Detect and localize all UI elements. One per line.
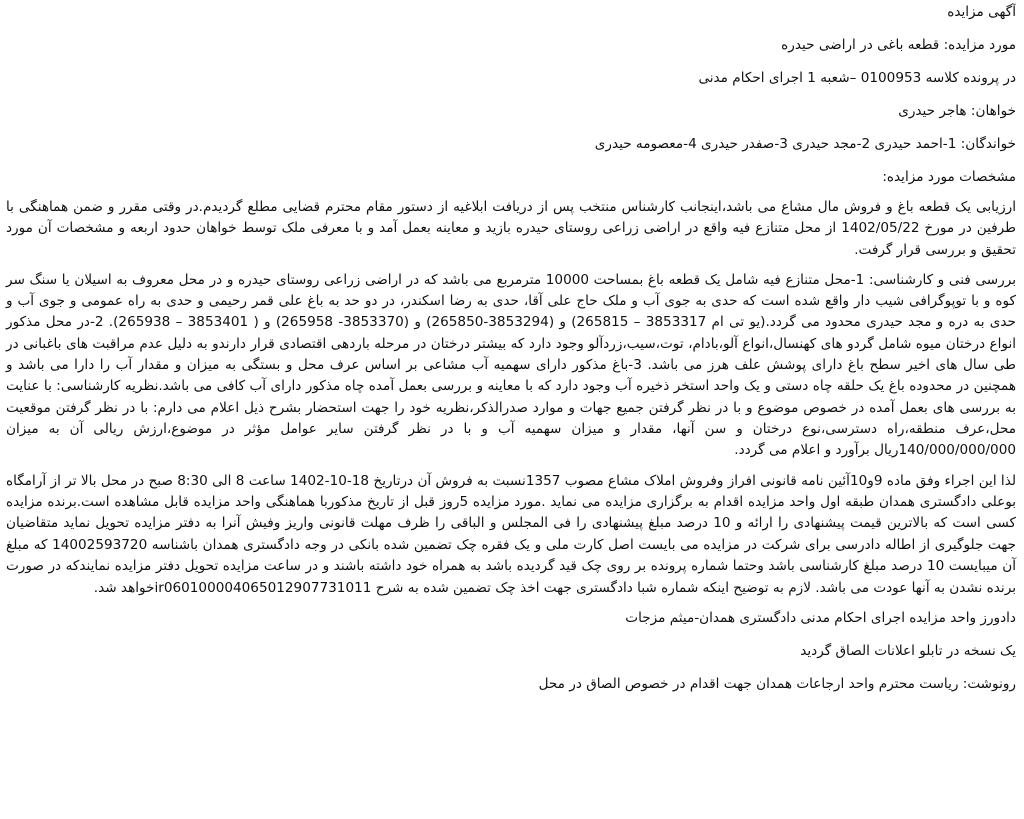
plaintiff: خواهان: هاجر حیدری <box>898 103 1016 119</box>
auction-terms-paragraph: لذا این اجراء وفق ماده 9و10آئین نامه قانونی افراز وفروش املاک مشاع مصوب 1357نسبت به فروش آن درتاریخ 18-10-1402 ساعت 8 الی 8:30 صبح در محل بالا تر از آرامگاه بوعلی دادگستری همدان طبقه اول واحد مزایده اقدام به برگزاری مزایده می نماید .مورد مزایده 5روز قبل از تاریخ مذکوربا هماهنگی واحد مزایده قابل مشاهده است.برنده مزایده کسی است که بالاترین قیمت پیشنهادی را ارائه و 10 درصد مبلغ پیشنهادی را فی المجلس و الباقی را ظرف مهلت قانونی واریز وفیش آنرا به دفتر مزایده تحویل نماید متقاضیان جهت جلوگیری از اطاله دادرسی برای شرکت در مزایده می بایست اصل کارت ملی و یک فقره چک تضمین شده بانکی در وجه دادگستری همدان باشناسه 14002593720 که مبلغ آن میبایست 10 درصد مبلغ کارشناسی باشد وحتما شماره پرونده بر روی چک قید گردیده باشد به همراه خود داشته باشند و در ساعت مزایده تحویل دفتر مزایده نمایندکه در صورت برنده نشدن به آنها عودت می باشد. لازم به توضیح اینکه شماره شبا دادگستری جهت اخذ چک تضمین شده به شرح ir060100004065012907731011خواهد شد. <box>6 472 1016 596</box>
signature: دادورز واحد مزایده اجرای احکام مدنی دادگستری همدان-میثم مزجات <box>625 610 1016 626</box>
appraisal-paragraph: ارزیابی یک قطعه باغ و فروش مال مشاع می باشد،اینجانب کارشناس منتخب پس از دریافت ابلاغیه از دستور مقام محترم قضایی مطلع گردیدم.در وقتی مقرر و ضمن هماهنگی با طرفین در مورخ 1402/05/22 از محل متنازع فیه واقع در اراضی زراعی روستای حیدره بازید و معاینه بعمل آمد و با معرفی ملک توسط خواهان حدود اربعه و مشخصات آن مورد تحقیق و بررسی قرار گرفت. <box>6 199 1016 258</box>
copy-note: یک نسخه در تابلو اعلانات الصاق گردید <box>800 643 1016 659</box>
defendants: خواندگان: 1-احمد حیدری 2-مجد حیدری 3-صفدر حیدری 4-معصومه حیدری <box>594 136 1016 152</box>
technical-review-paragraph: بررسی فنی و کارشناسی: 1-محل متنازع فیه شامل یک قطعه باغ بمساحت 10000 مترمربع می باشد که در اراضی زراعی روستای حیدره و در محل معروف به اسیلان یا سنگ سر کوه و با توپوگرافی شیب دار واقع شده است که حدی به جوی آب و ملک حاج علی آقا، حدی به رضا اسکندر، در دو حد به باغ علی قمر رحیمی و حدی به راه عمومی و جوی آب و حدی به دره و مجد حیدری محدود می گردد.(یو تی ام 3853317 – 265815) و (3853294-265850) و (3853370- 265958) و ( 3853401 – 265938). 2-در محل مذکور انواع درختان میوه شامل گردو های کهنسال،انواع آلو،بادام، توت،سیب،زردآلو وجود دارد که بیشتر درختان در مرحله باردهی اقتصادی قرار دارندو به دلیل عدم مراقبت های باغبانی در طی سال های اخیر سطح باغ دارای پوشش علف هرز می باشد. 3-باغ مذکور دارای سهمیه آب مشاعی بر اساس عرف محل و بستگی به میزان و مقدار آب را دارا می باشد و همچنین در محدوده باغ یک حلقه چاه دستی و یک واحد استخر ذخیره آب وجود دارد که با معاینه و بررسی بعمل آمده چاه مذکور دارای آب کافی می باشد.نظریه کارشناسی: با عنایت به بررسی های بعمل آمده در خصوص موضوع و با در نظر گرفتن جمیع جهات و موارد صدرالذکر،نظریه خود را جهت استحضار بشرح ذیل اعلام می دارم: با در نظر گرفتن موقعیت محل،عرف منطقه،راه دسترسی،نوع درختان و سن آنها، مقدار و میزان سهمیه آب و با در نظر گرفتن سایر عوامل مؤثر در موضوع،ارزش ریالی آن به میزان 140/000/000/000ریال برآورد و اعلام می گردد. <box>6 271 1016 459</box>
case-number: در پرونده کلاسه 0100953 –شعبه 1 اجرای احکام مدنی <box>698 70 1016 86</box>
auction-notice <box>6 2 1016 695</box>
cc-line: رونوشت: ریاست محترم واحد ارجاعات همدان جهت اقدام در خصوص الصاق در محل <box>538 676 1016 692</box>
auction-subject: مورد مزایده: قطعه باغی در اراضی حیدره <box>781 37 1016 53</box>
notice-title: آگهی مزایده <box>947 4 1016 20</box>
specs-heading: مشخصات مورد مزایده: <box>882 169 1016 185</box>
